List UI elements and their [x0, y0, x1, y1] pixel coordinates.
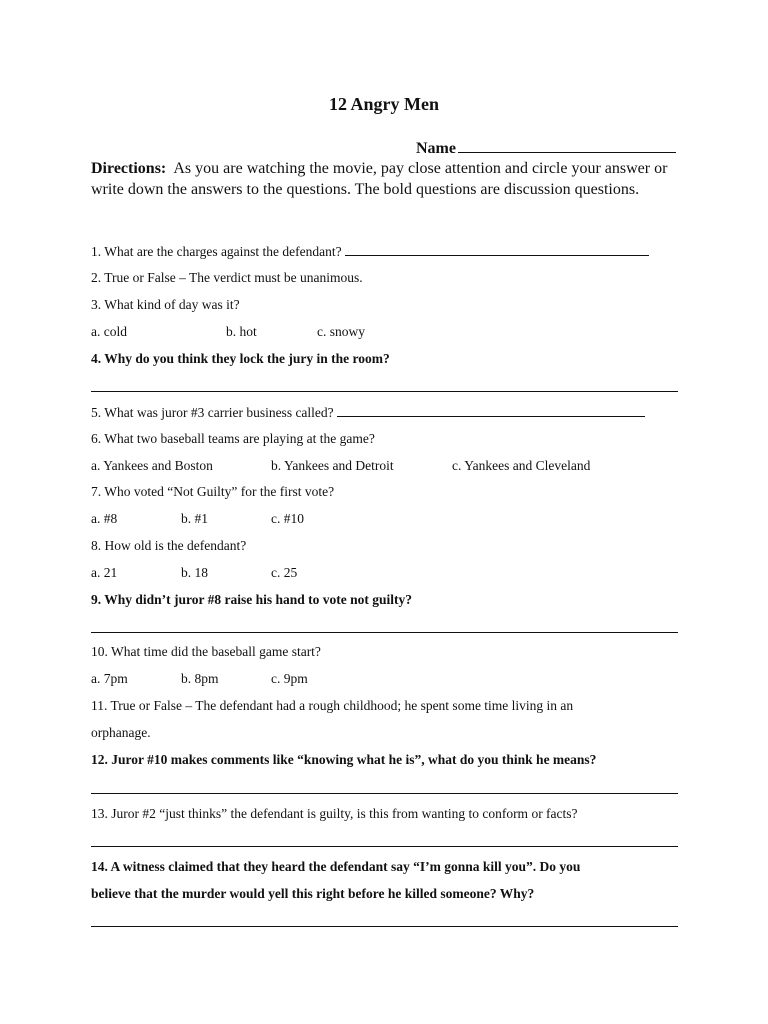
question-11: 11. True or False – The defendant had a rough childhood; he spent some time living in an [91, 698, 574, 713]
question-4: 4. Why do you think they lock the jury in the room? [91, 351, 390, 366]
question-7: 7. Who voted “Not Guilty” for the first vote? [91, 484, 335, 499]
option-c[interactable]: c. 25 [271, 565, 298, 580]
directions-label: Directions: [91, 160, 167, 177]
answer-blank[interactable] [345, 242, 649, 256]
option-a[interactable]: a. Yankees and Boston [91, 458, 213, 473]
option-a[interactable]: a. 21 [91, 565, 118, 580]
answer-line[interactable] [91, 793, 678, 794]
answer-line[interactable] [91, 926, 678, 927]
option-c[interactable]: c. 9pm [271, 671, 308, 686]
question-6: 6. What two baseball teams are playing at the game? [91, 431, 375, 446]
question-1 [91, 242, 649, 261]
option-a[interactable]: a. #8 [91, 511, 118, 526]
name-field [416, 138, 676, 158]
name-blank[interactable] [458, 138, 676, 153]
answer-line[interactable] [91, 632, 678, 633]
option-b[interactable]: b. Yankees and Detroit [271, 458, 394, 473]
question-5 [91, 403, 645, 422]
option-b[interactable]: b. hot [226, 324, 257, 339]
name-label: Name [416, 140, 456, 157]
question-3: 3. What kind of day was it? [91, 297, 240, 312]
option-a[interactable]: a. 7pm [91, 671, 128, 686]
option-c[interactable]: c. Yankees and Cleveland [452, 458, 591, 473]
question-text: 5. What was juror #3 carrier business called? [91, 405, 334, 420]
answer-line[interactable] [91, 846, 678, 847]
question-13: 13. Juror #2 “just thinks” the defendant is guilty, is this from wanting to conform or facts? [91, 806, 578, 821]
question-12: 12. Juror #10 makes comments like “knowing what he is”, what do you think he means? [91, 752, 597, 767]
directions-text: As you are watching the movie, pay close attention and circle your answer or write down the answers to the questions. The bold questions are discussion questions. [91, 160, 668, 198]
question-2: 2. True or False – The verdict must be unanimous. [91, 270, 363, 285]
answer-blank[interactable] [337, 403, 645, 417]
question-10: 10. What time did the baseball game start? [91, 644, 321, 659]
question-14: 14. A witness claimed that they heard the defendant say “I’m gonna kill you”. Do you [91, 859, 581, 874]
answer-line[interactable] [91, 391, 678, 392]
option-a[interactable]: a. cold [91, 324, 127, 339]
question-14-continued: believe that the murder would yell this right before he killed someone? Why? [91, 886, 535, 901]
option-b[interactable]: b. 8pm [181, 671, 219, 686]
question-8: 8. How old is the defendant? [91, 538, 247, 553]
directions [91, 158, 681, 200]
question-9: 9. Why didn’t juror #8 raise his hand to vote not guilty? [91, 592, 413, 607]
option-c[interactable]: c. #10 [271, 511, 304, 526]
page-title: 12 Angry Men [329, 94, 439, 114]
question-11-continued: orphanage. [91, 725, 151, 740]
option-c[interactable]: c. snowy [317, 324, 365, 339]
option-b[interactable]: b. 18 [181, 565, 208, 580]
question-text: 1. What are the charges against the defendant? [91, 244, 342, 259]
option-b[interactable]: b. #1 [181, 511, 208, 526]
